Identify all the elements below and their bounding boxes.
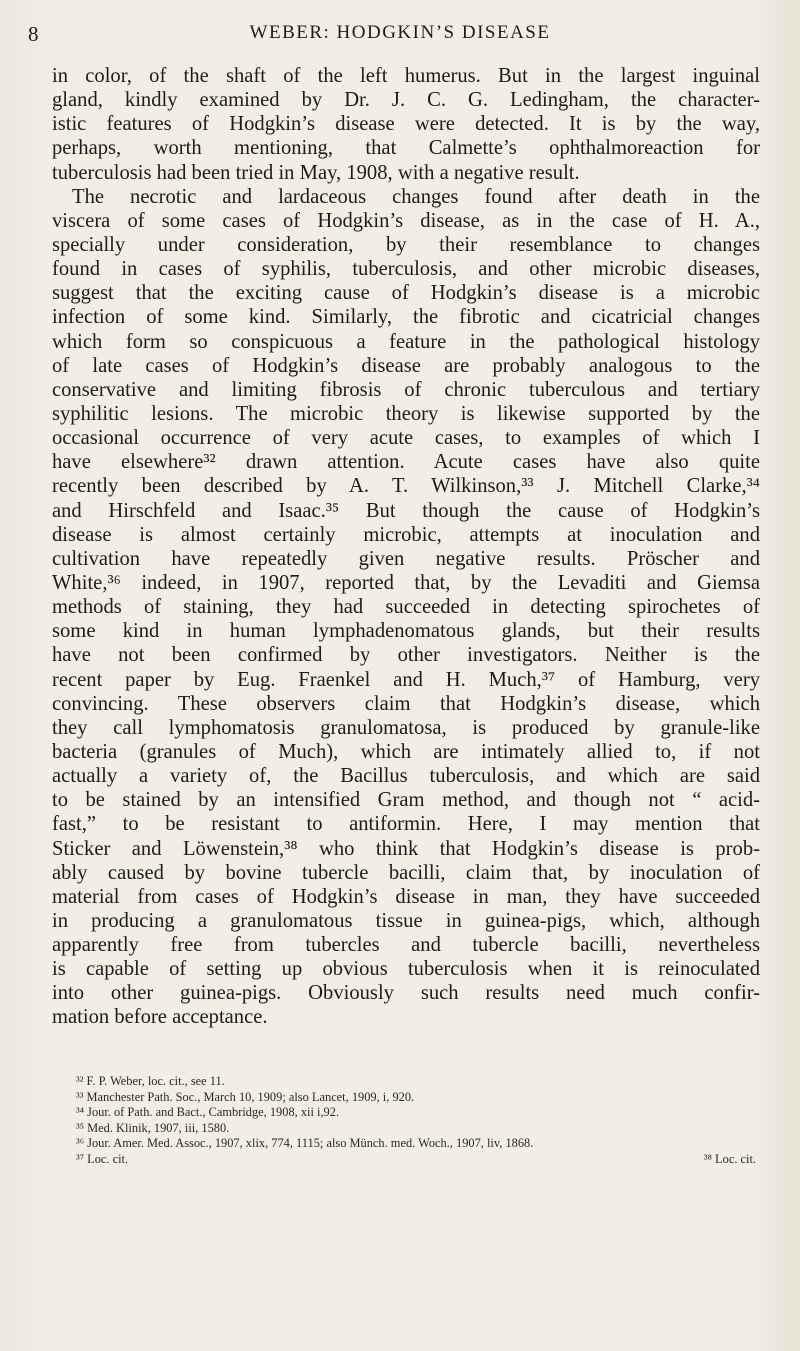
text-line: syphilitic lesions. The microbic theory is likewise supported by the bbox=[52, 402, 760, 425]
text-line: perhaps, worth mentioning, that Calmette’s ophthalmoreaction for bbox=[52, 137, 760, 160]
text-line: to be stained by an intensified Gram method, and though not “ acid- bbox=[52, 789, 760, 812]
text-line: convincing. These observers claim that Hodgkin’s disease, which bbox=[52, 692, 760, 715]
text-line: specially under consideration, by their resemblance to changes bbox=[52, 233, 760, 256]
text-line: infection of some kind. Similarly, the fibrotic and cicatricial changes bbox=[52, 306, 760, 329]
footnote-33: ³³ Manchester Path. Soc., March 10, 1909; also Lancet, 1909, i, 920. bbox=[76, 1089, 415, 1104]
text-line: found in cases of syphilis, tuberculosis, and other microbic diseases, bbox=[52, 258, 760, 281]
text-line: and Hirschfeld and Isaac.³⁵ But though the cause of Hodgkin’s bbox=[52, 499, 760, 522]
footnote-38: ³⁸ Loc. cit. bbox=[703, 1151, 756, 1166]
text-line: have elsewhere³² drawn attention. Acute cases have also quite bbox=[52, 451, 760, 474]
footnote-34: ³⁴ Jour. of Path. and Bact., Cambridge, 1908, xii i,92. bbox=[76, 1105, 340, 1120]
text-line: in color, of the shaft of the left humerus. But in the largest inguinal bbox=[52, 65, 760, 87]
text-line: istic features of Hodgkin’s disease were detected. It is by the way, bbox=[52, 113, 760, 136]
page-number: 8 bbox=[28, 22, 39, 46]
text-line: Sticker and Löwenstein,³⁸ who think that Hodgkin’s disease is prob- bbox=[52, 837, 760, 860]
text-line: material from cases of Hodgkin’s disease in man, they have succeeded bbox=[52, 885, 760, 908]
text-line: cultivation have repeatedly given negative results. Pröscher and bbox=[52, 547, 760, 570]
text-line: in producing a granulomatous tissue in guinea-pigs, which, although bbox=[52, 909, 760, 932]
text-line: some kind in human lymphadenomatous glands, but their results bbox=[52, 620, 760, 643]
footnote-32: ³² F. P. Weber, loc. cit., see 11. bbox=[76, 1074, 225, 1088]
text-line: tuberculosis had been tried in May, 1908, with a negative result. bbox=[52, 161, 580, 184]
footnote-37: ³⁷ Loc. cit. bbox=[76, 1151, 129, 1166]
text-line: fast,” to be resistant to antiformin. Here, I may mention that bbox=[52, 813, 760, 836]
text-line: of late cases of Hodgkin’s disease are probably analogous to the bbox=[52, 354, 760, 377]
text-line: disease is almost certainly microbic, attempts at inoculation and bbox=[52, 523, 760, 546]
running-head: WEBER: HODGKIN’S DISEASE bbox=[249, 22, 551, 43]
footnote-row bbox=[76, 1152, 760, 1168]
text-line: ably caused by bovine tubercle bacilli, claim that, by inoculation of bbox=[52, 861, 760, 884]
text-line: methods of staining, they had succeeded in detecting spirochetes of bbox=[52, 596, 760, 619]
text-line: The necrotic and lardaceous changes found after death in the bbox=[72, 185, 760, 208]
text-line: mation before acceptance. bbox=[52, 1006, 268, 1029]
text-line: recently been described by A. T. Wilkinson,³³ J. Mitchell Clarke,³⁴ bbox=[52, 475, 760, 498]
text-line: into other guinea-pigs. Obviously such results need much confir- bbox=[52, 982, 760, 1005]
text-line: viscera of some cases of Hodgkin’s disease, as in the case of H. A., bbox=[52, 209, 760, 232]
text-line: recent paper by Eug. Fraenkel and H. Much,³⁷ of Hamburg, very bbox=[52, 668, 760, 691]
text-line: conservative and limiting fibrosis of chronic tuberculous and tertiary bbox=[52, 378, 760, 401]
footnote-35: ³⁵ Med. Klinik, 1907, iii, 1580. bbox=[76, 1120, 230, 1135]
text-line: apparently free from tubercles and tubercle bacilli, nevertheless bbox=[52, 934, 760, 957]
text-line: bacteria (granules of Much), which are intimately allied to, if not bbox=[52, 740, 760, 763]
text-line: which form so conspicuous a feature in the pathological histology bbox=[52, 330, 760, 353]
text-line: actually a variety of, the Bacillus tuberculosis, and which are said bbox=[52, 765, 760, 788]
footnotes bbox=[76, 1074, 760, 1168]
text-line: they call lymphomatosis granulomatosa, is produced by granule-like bbox=[52, 716, 760, 739]
text-line: White,³⁶ indeed, in 1907, reported that, by the Levaditi and Giemsa bbox=[52, 571, 760, 594]
text-line: suggest that the exciting cause of Hodgkin’s disease is a microbic bbox=[52, 282, 760, 305]
text-line: have not been confirmed by other investigators. Neither is the bbox=[52, 644, 760, 667]
text-line: gland, kindly examined by Dr. J. C. G. Ledingham, the character- bbox=[52, 89, 760, 112]
footnote-36: ³⁶ Jour. Amer. Med. Assoc., 1907, xlix, 774, 1115; also Münch. med. Woch., 1907, liv, 1868. bbox=[76, 1136, 534, 1151]
text-line: is capable of setting up obvious tuberculosis when it is reinoculated bbox=[52, 958, 760, 981]
body-text bbox=[52, 64, 760, 1030]
text-line: occasional occurrence of very acute cases, to examples of which I bbox=[52, 427, 760, 450]
